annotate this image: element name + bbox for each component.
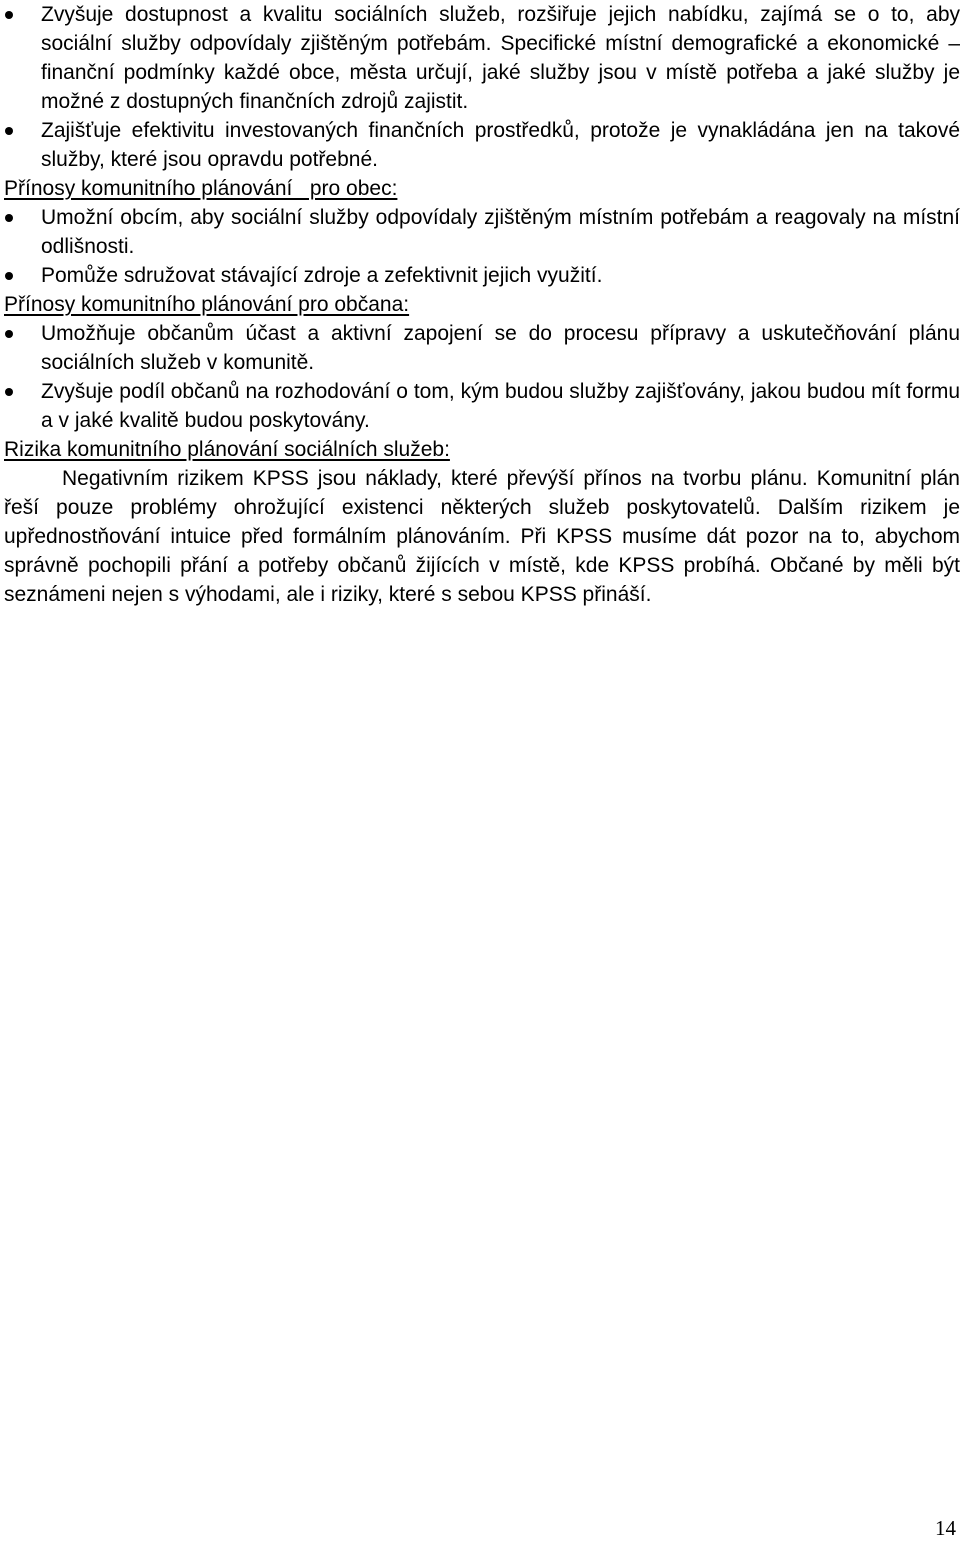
document-body: [0, 0, 960, 609]
risks-paragraph: Negativním rizikem KPSS jsou náklady, které převýší přínos na tvorbu plánu. Komunitní plán řeší pouze problémy ohrožující existenci některých služeb poskytovatelů. Dalším rizikem je upřednostňování intuice před formálním plánováním. Při KPSS musíme dát pozor na to, abychom správně pochopili přání a potřeby občanů žijících v místě, kde KPSS probíhá. Občané by měli být seznámeni nejen s výhodami, ale i riziky, které s sebou KPSS přináší.: [4, 467, 960, 606]
list-item-text: Umožňuje občanům účast a aktivní zapojení se do procesu přípravy a uskutečňování plánu sociálních služeb v komunitě.: [41, 322, 960, 374]
list-item-text: Zvyšuje dostupnost a kvalitu sociálních služeb, rozšiřuje jejich nabídku, zajímá se o to, aby sociální služby odpovídaly zjištěným potřebám. Specifické místní demografické a ekonomické – finanční podmínky každé obce, města určují, jaké služby jsou v místě potřeba a jaké služby je možné z dostupných finančních zdrojů zajistit.: [41, 3, 960, 113]
list-item: [0, 261, 960, 290]
benefits-citizen-list: [0, 319, 960, 435]
bullet-icon: [5, 272, 13, 280]
bullet-icon: [5, 330, 13, 338]
list-item: [0, 377, 960, 435]
heading-benefits-municipality: Přínosy komunitního plánování pro obec:: [4, 177, 398, 200]
benefits-general-list: [0, 0, 960, 174]
bullet-icon: [5, 214, 13, 222]
benefits-municipality-list: [0, 203, 960, 290]
bullet-icon: [5, 11, 13, 19]
list-item: [0, 116, 960, 174]
list-item-text: Umožní obcím, aby sociální služby odpovídaly zjištěným místním potřebám a reagovaly na místní odlišnosti.: [41, 206, 960, 258]
list-item-text: Zajišťuje efektivitu investovaných finančních prostředků, protože je vynakládána jen na takové služby, které jsou opravdu potřebné.: [41, 119, 960, 171]
bullet-icon: [5, 127, 13, 135]
list-item-text: Zvyšuje podíl občanů na rozhodování o tom, kým budou služby zajišťovány, jakou budou mít formu a v jaké kvalitě budou poskytovány.: [41, 380, 960, 432]
list-item: [0, 0, 960, 116]
page-number: 14: [935, 1516, 956, 1540]
bullet-icon: [5, 388, 13, 396]
list-item: [0, 203, 960, 261]
list-item: [0, 319, 960, 377]
list-item-text: Pomůže sdružovat stávající zdroje a zefektivnit jejich využití.: [41, 264, 603, 287]
heading-benefits-citizen: Přínosy komunitního plánování pro občana:: [4, 293, 410, 316]
heading-risks: Rizika komunitního plánování sociálních služeb:: [4, 438, 450, 461]
